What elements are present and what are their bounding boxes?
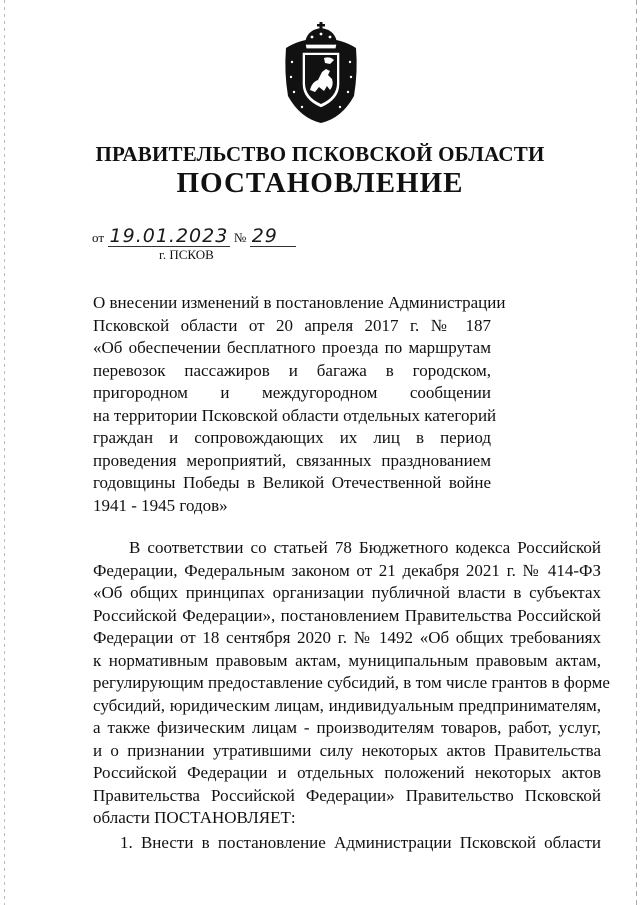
subject-line: на территории Псковской области отдельных категорий xyxy=(93,405,497,425)
subject-block xyxy=(93,292,506,517)
city-label: г. ПСКОВ xyxy=(159,247,214,262)
scan-edge-right xyxy=(636,0,637,905)
handwritten-date: 19.01.2023 xyxy=(109,225,229,247)
body-line: Российской Федерации и отдельных положений некоторых актов xyxy=(93,763,601,782)
subject-line: О внесении изменений в постановление Администрации xyxy=(93,293,506,312)
subject-line: «Об обеспечении бесплатного проезда по маршрутам xyxy=(93,338,491,357)
subject-line: Псковской области от 20 апреля 2017 г. № 187 xyxy=(93,315,491,335)
scan-edge-left xyxy=(4,0,5,905)
handwritten-number: 29 xyxy=(250,226,296,247)
body-paragraph xyxy=(93,537,610,854)
body-line: В соответствии со статьей 78 Бюджетного кодекса Российской xyxy=(129,538,601,557)
subject-line: проведения мероприятий, связанных празднованием xyxy=(93,450,491,470)
coat-of-arms-emblem xyxy=(270,22,372,124)
body-line: Правительства Российской Федерации» Правительство Псковской xyxy=(93,785,601,805)
body-line: Федерации от 18 сентября 2020 г. № 1492 «Об общих требованиях xyxy=(93,628,601,647)
decree-title: ПОСТАНОВЛЕНИЕ xyxy=(176,167,464,199)
subject-line: перевозок пассажиров и багажа в городском, xyxy=(93,360,491,380)
body-line: а также физическим лицам - производителям товаров, работ, услуг, xyxy=(93,718,601,737)
body-line: Федерации, Федеральным законом от 21 декабря 2021 г. № 414-ФЗ xyxy=(93,560,601,580)
list-item-1: 1. Внести в постановление Администрации Псковской области xyxy=(120,832,601,852)
subject-line: пригородном и междугородном сообщении xyxy=(93,383,491,402)
subject-line: граждан и сопровождающих их лиц в период xyxy=(93,428,491,447)
body-line: субсидий, юридическим лицам, индивидуальным предпринимателям, xyxy=(93,695,601,715)
subject-line: годовщины Победы в Великой Отечественной войне xyxy=(93,473,491,492)
body-line: Российской Федерации», постановлением Правительства Российской xyxy=(93,605,601,625)
body-line: и о признании утратившими силу некоторых актов Правительства xyxy=(93,740,601,760)
subject-line: 1941 - 1945 годов» xyxy=(93,495,228,515)
date-label: от xyxy=(92,230,105,245)
body-line: регулирующим предоставление субсидий, в том числе грантов в форме xyxy=(93,673,610,692)
date-number-row xyxy=(92,226,296,247)
body-line: «Об общих принципах организации публичной власти в субъектах xyxy=(93,583,601,602)
body-line: к нормативным правовым актам, муниципальным правовым актам, xyxy=(93,650,601,670)
number-label: № xyxy=(233,230,247,245)
body-line: области ПОСТАНОВЛЯЕТ: xyxy=(93,808,296,827)
government-title: ПРАВИТЕЛЬСТВО ПСКОВСКОЙ ОБЛАСТИ xyxy=(95,142,545,166)
